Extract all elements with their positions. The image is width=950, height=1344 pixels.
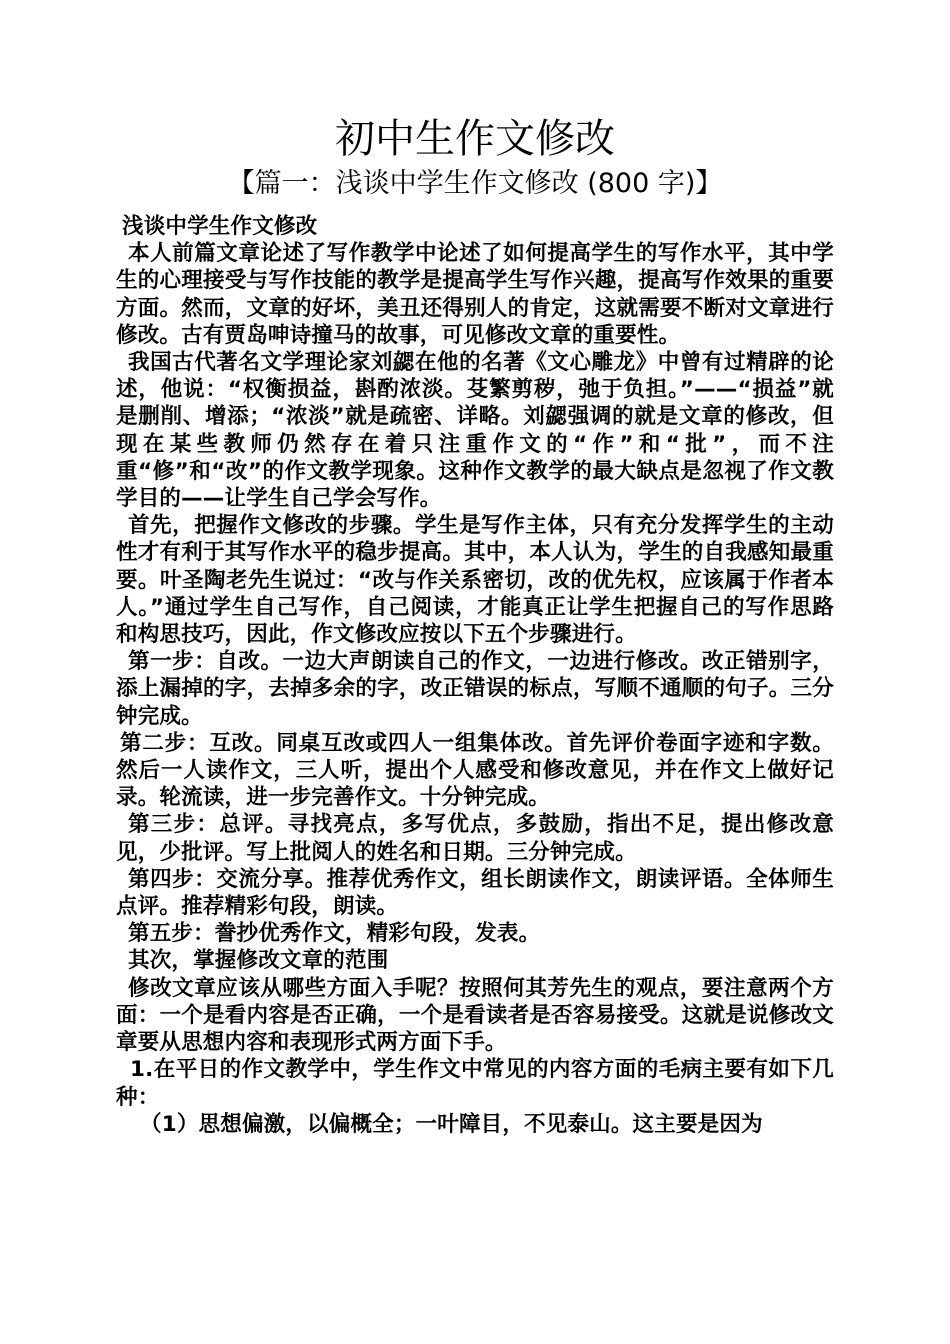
paragraph-steps-intro: 首先，把握作文修改的步骤。学生是写作主体，只有充分发挥学生的主动性才有利于其写作水平的稳步提高。其中，本人认为，学生的自我感知最重要。叶圣陶老先生说过：“改与作关系密切，改的优先权，应该属于作者本人。”通过学生自己写作，自己阅读，才能真正让学生把握自己的写作思路和构思技巧，因此，作文修改应按以下五个步骤进行。 — [116, 513, 834, 648]
paragraph-step-1: 第一步：自改。一边大声朗读自己的作文，一边进行修改。改正错别字，添上漏掉的字，去掉多余的字，改正错误的标点，写顺不通顺的句子。三分钟完成。 — [116, 649, 834, 729]
paragraph-subitem-1: （1）思想偏激，以偏概全；一叶障目，不见泰山。这主要是因为 — [140, 1111, 763, 1137]
paragraph-intro: 本人前篇文章论述了写作教学中论述了如何提高学生的写作水平，其中学生的心理接受与写作技能的教学是提高学生写作兴趣，提高写作效果的重要方面。然而，文章的好坏，美丑还得别人的肯定，这就需要不断对文章进行修改。古有贾岛呻诗撞马的故事，可见修改文章的重要性。 — [116, 241, 834, 348]
paragraph-step-3: 第三步：总评。寻找亮点，多写优点，多鼓励，指出不足，提出修改意见，少批评。写上批阅人的姓名和日期。三分钟完成。 — [116, 812, 834, 865]
paragraph-item-1: 1.在平日的作文教学中，学生作文中常见的内容方面的毛病主要有如下几种： — [116, 1057, 834, 1110]
paragraph-scope-heading: 其次，掌握修改文章的范围 — [128, 948, 389, 974]
document-subtitle: 【篇一：浅谈中学生作文修改 (800 字)】 — [227, 168, 723, 199]
document-title: 初中生作文修改 — [335, 116, 615, 162]
section-heading: 浅谈中学生作文修改 — [122, 214, 318, 239]
document-body — [116, 213, 834, 1138]
paragraph-step-2: 第二步：互改。同桌互改或四人一组集体改。首先评价卷面字迹和字数。然后一人读作文，三人听，提出个人感受和修改意见，并在作文上做好记录。轮流读，进一步完善作文。十分钟完成。 — [116, 730, 834, 811]
paragraph-step-4: 第四步：交流分享。推荐优秀作文，组长朗读作文，朗读评语。全体师生点评。推荐精彩句段，朗读。 — [116, 866, 834, 920]
paragraph-scope: 修改文章应该从哪些方面入手呢？按照何其芳先生的观点，要注意两个方面：一个是看内容是否正确，一个是看读者是否容易接受。这就是说修改文章要从思想内容和表现形式两方面下手。 — [116, 975, 834, 1056]
paragraph-liuxie: 我国古代著名文学理论家刘勰在他的名著《文心雕龙》中曾有过精辟的论述，他说：“权衡损益，斟酌浓淡。芟繁剪秽，弛于负担。”——“损益”就是删削、增添；“浓淡”就是疏密、详略。刘勰强调的就是文章的修改，但现在某些教师仍然存在着只注重作文的“作”和“批”，而不注重“修”和“改”的作文教学现象。这种作文教学的最大缺点是忽视了作文教学目的——让学生自己学会写作。 — [116, 350, 834, 512]
paragraph-step-5: 第五步：誊抄优秀作文，精彩句段，发表。 — [128, 921, 541, 947]
